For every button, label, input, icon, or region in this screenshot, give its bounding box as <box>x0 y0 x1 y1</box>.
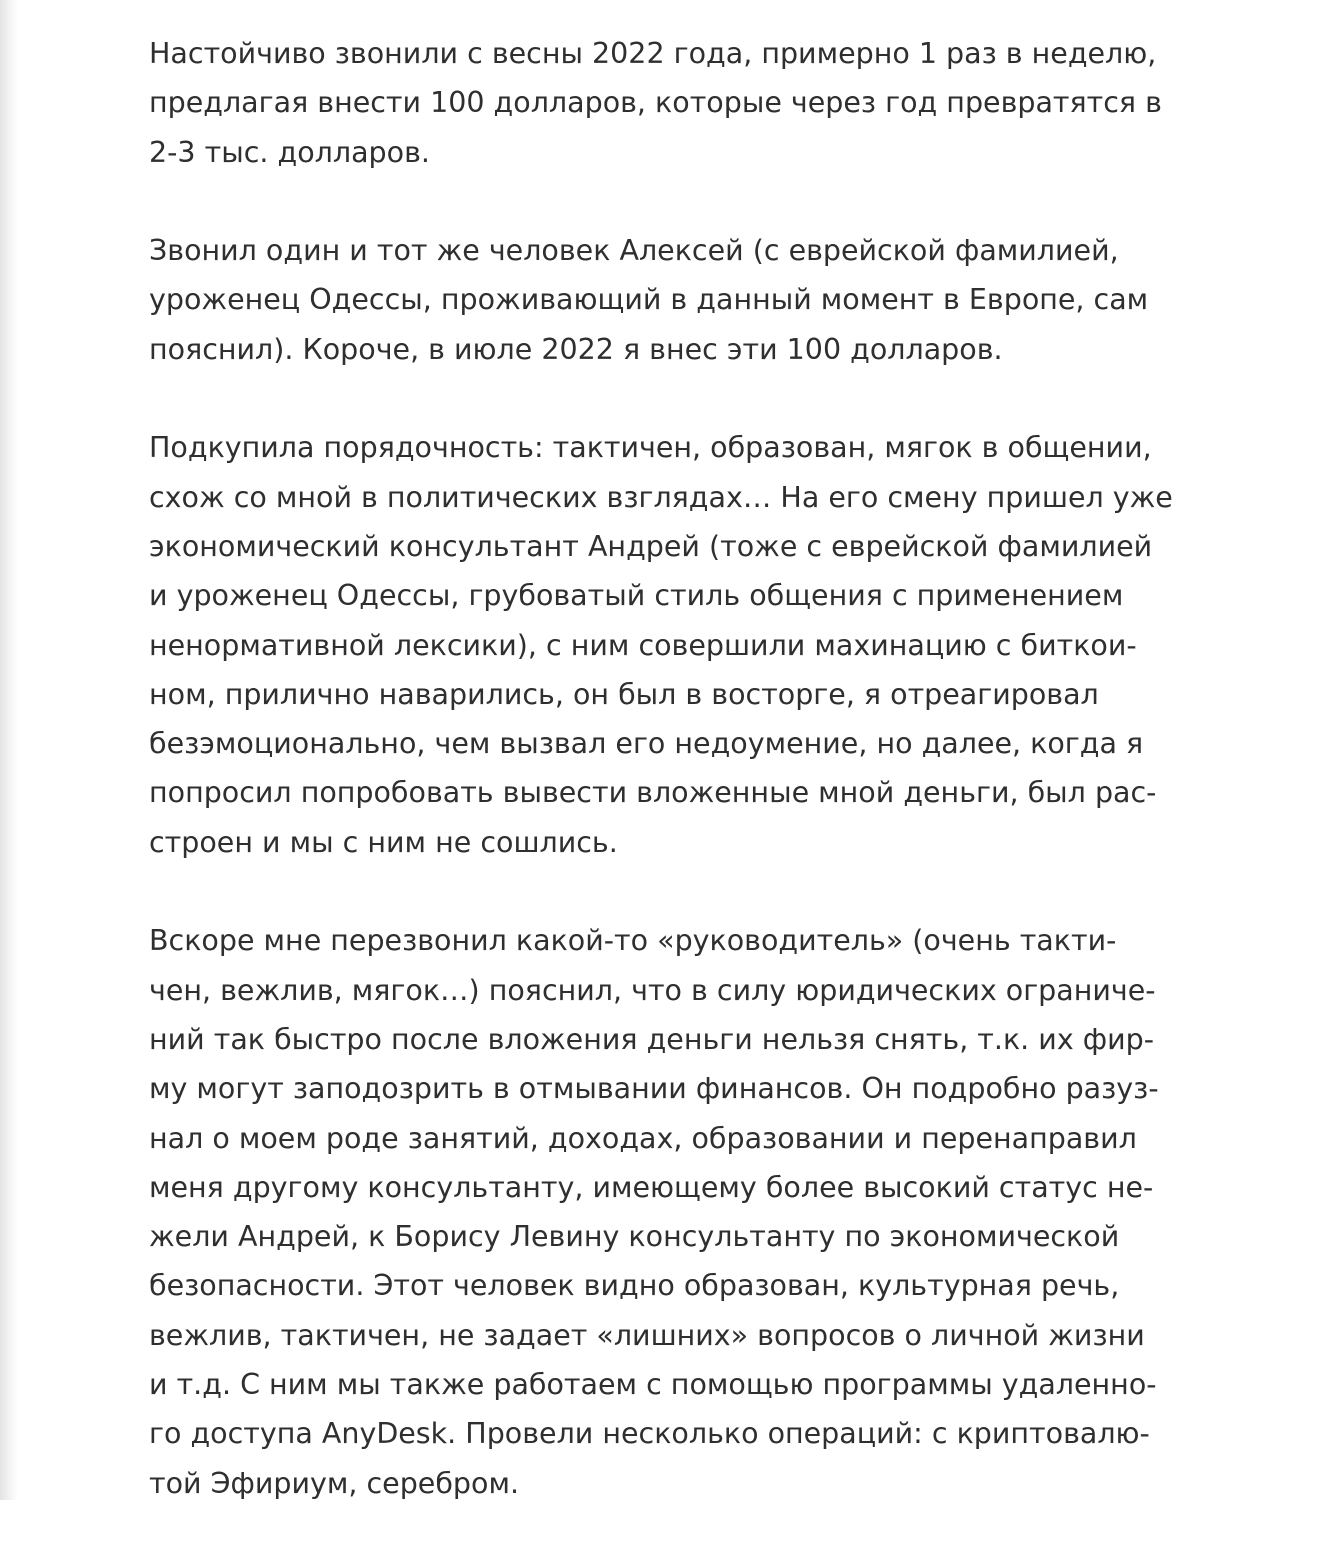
paragraph-line: строен и мы с ним не сошлись. <box>149 825 618 859</box>
paragraph-line: пояснил). Короче, в июле 2022 я внес эти 100 долларов. <box>149 332 1003 366</box>
paragraph-line: му могут заподозрить в отмывании финансов. Он подробно разуз- <box>149 1072 1159 1106</box>
paragraph-line: Вскоре мне перезвонил какой-то «руководитель» (очень такти- <box>149 924 1117 958</box>
paragraph-line: ненормативной лексики), с ним совершили махинацию с биткои- <box>149 628 1137 662</box>
paragraph-line: жели Андрей, к Борису Левину консультанту по экономической <box>149 1220 1120 1254</box>
paragraph-line: безопасности. Этот человек видно образован, культурная речь, <box>149 1269 1120 1303</box>
paragraph-line: и т.д. С ним мы также работаем с помощью программы удаленно- <box>149 1368 1157 1402</box>
paragraph-line: нал о моем роде занятий, доходах, образовании и перенаправил <box>149 1121 1137 1155</box>
left-edge-shadow <box>0 0 18 1500</box>
paragraph-line: вежлив, тактичен, не задает «лишних» вопросов о личной жизни <box>149 1318 1145 1352</box>
paragraph-line: го доступа AnyDesk. Провели несколько операций: с криптовалю- <box>149 1417 1150 1451</box>
paragraph-3 <box>149 423 1219 867</box>
paragraph-2 <box>149 226 1219 374</box>
paragraph-line: предлагая внести 100 долларов, которые через год превратятся в <box>149 86 1162 120</box>
paragraph-line: 2-3 тыс. долларов. <box>149 135 430 169</box>
paragraph-line: уроженец Одессы, проживающий в данный момент в Европе, сам <box>149 283 1149 317</box>
paragraph-line: схож со мной в политических взглядах… На его смену пришел уже <box>149 480 1173 514</box>
paragraph-line: той Эфириум, серебром. <box>149 1466 519 1500</box>
paragraph-line: и уроженец Одессы, грубоватый стиль общения с применением <box>149 579 1124 613</box>
paragraph-line: попросил попробовать вывести вложенные мной деньги, был рас- <box>149 776 1157 810</box>
paragraph-line: Звонил один и тот же человек Алексей (с еврейской фамилией, <box>149 234 1119 268</box>
paragraph-4 <box>149 916 1219 1508</box>
paragraph-1 <box>149 29 1219 177</box>
paragraph-line: меня другому консультанту, имеющему более высокий статус не- <box>149 1170 1154 1204</box>
paragraph-line: Подкупила порядочность: тактичен, образован, мягок в общении, <box>149 431 1152 465</box>
paragraph-line: безэмоционально, чем вызвал его недоумение, но далее, когда я <box>149 727 1144 761</box>
paragraph-line: экономический консультант Андрей (тоже с еврейской фамилией <box>149 529 1153 563</box>
article-body <box>149 29 1219 1557</box>
paragraph-line: ний так быстро после вложения деньги нельзя снять, т.к. их фир- <box>149 1022 1155 1056</box>
paragraph-line: Настойчиво звонили с весны 2022 года, примерно 1 раз в неделю, <box>149 37 1157 70</box>
paragraph-line: ном, прилично наварились, он был в восторге, я отреагировал <box>149 677 1099 711</box>
paragraph-line: чен, вежлив, мягок…) пояснил, что в силу юридических ограниче- <box>149 973 1156 1007</box>
